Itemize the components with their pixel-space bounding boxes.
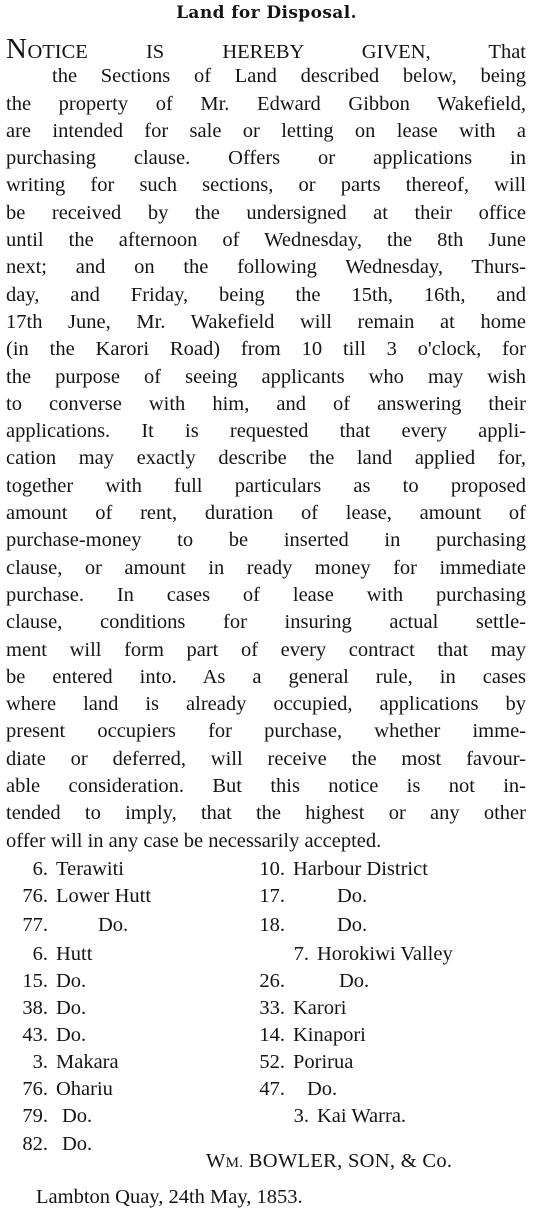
section-entry [247, 1104, 406, 1128]
section-entry [247, 913, 367, 937]
notice-line: clause, conditions for insuring actual settle- [6, 611, 526, 634]
notice-line: day, and Friday, being the 15th, 16th, and [6, 283, 526, 306]
section-entry [247, 942, 453, 966]
section-entry [247, 857, 428, 881]
section-name: Hutt [56, 943, 93, 965]
section-number: 10. [259, 858, 285, 880]
section-number: 43. [22, 1024, 48, 1046]
notice-line: purchase. In cases of lease with purchasing [6, 583, 526, 606]
notice-line: cation may exactly describe the land applied for, [6, 447, 526, 470]
section-number: 76. [22, 1078, 48, 1100]
signature [206, 1150, 452, 1173]
section-name: Do. [56, 1024, 87, 1046]
notice-line: be entered into. As a general rule, in cases [6, 665, 526, 688]
section-name: Karori [293, 997, 347, 1019]
signature-initial: W [206, 1150, 226, 1172]
section-name: Do. [62, 1133, 93, 1155]
section-name: Kinapori [293, 1024, 366, 1046]
section-entry [0, 1104, 92, 1128]
notice-line: be received by the undersigned at their office [6, 201, 526, 224]
notice-line: able consideration. But this notice is not in- [6, 775, 526, 798]
section-entry [0, 913, 128, 937]
section-number: 33. [259, 997, 285, 1019]
section-name: Terawiti [56, 858, 125, 880]
section-entry [247, 884, 367, 908]
section-entry [0, 1023, 86, 1047]
signature-rest: BOWLER, SON, & Co. [243, 1150, 453, 1172]
section-name: Lower Hutt [56, 885, 152, 907]
section-name: Do. [62, 1105, 93, 1127]
notice-line: 17th June, Mr. Wakefield will remain at home [6, 310, 526, 333]
section-entry [0, 1077, 113, 1101]
notice-line: tended to imply, that the highest or any other [6, 802, 526, 825]
section-name: Do. [98, 914, 129, 936]
notice-line: next; and on the following Wednesday, Thurs- [6, 256, 526, 279]
section-name: Ohariu [56, 1078, 113, 1100]
notice-line: purchasing clause. Offers or applications in [6, 147, 526, 170]
notice-line: present occupiers for purchase, whether imme- [6, 720, 526, 743]
notice-line: clause, or amount in ready money for immediate [6, 556, 526, 579]
section-entry [0, 942, 92, 966]
section-number: 82. [22, 1133, 48, 1155]
notice-body [6, 33, 526, 855]
section-number: 76. [22, 885, 48, 907]
notice-line: until the afternoon of Wednesday, the 8th June [6, 229, 526, 252]
notice-line: offer will in any case be necessarily accepted. [6, 829, 382, 852]
section-entry [0, 1132, 92, 1156]
notice-line: writing for such sections, or parts thereof, will [6, 174, 526, 197]
notice-line: the Sections of Land described below, being [52, 65, 526, 88]
notice-line: amount of rent, duration of lease, amount of [6, 502, 526, 525]
notice-line: the purpose of seeing applicants who may wish [6, 365, 526, 388]
notice-line: ment will form part of every contract that may [6, 638, 526, 661]
section-number: 6. [32, 858, 48, 880]
notice-line: to converse with him, and of answering their [6, 392, 526, 415]
section-entry [247, 1077, 337, 1101]
section-number: 3. [293, 1105, 309, 1127]
signature-small-caps: M. [225, 1155, 244, 1171]
notice-line: are intended for sale or letting on lease with a [6, 119, 526, 142]
section-name: Do. [56, 970, 87, 992]
section-number: 15. [22, 970, 48, 992]
notice-heading: Land for Disposal. [176, 3, 357, 23]
section-name: Do. [56, 997, 87, 1019]
section-number: 14. [259, 1024, 285, 1046]
notice-line: diate or deferred, will receive the most favour- [6, 747, 526, 770]
section-number: 18. [259, 914, 285, 936]
section-name: Horokiwi Valley [317, 943, 453, 965]
section-number: 6. [32, 943, 48, 965]
section-entry [0, 996, 86, 1020]
section-name: Kai Warra. [317, 1105, 407, 1127]
notice-line: together with full particulars as to proposed [6, 474, 526, 497]
section-number: 47. [259, 1078, 285, 1100]
notice-line: applications. It is requested that every appli- [6, 420, 526, 443]
notice-line: the property of Mr. Edward Gibbon Wakefield, [6, 92, 526, 115]
notice-line-text: OTICE IS HEREBY GIVEN, That [27, 41, 526, 63]
section-entry [247, 969, 369, 993]
section-name: Do. [339, 970, 370, 992]
section-name: Do. [307, 1078, 338, 1100]
section-name: Do. [337, 885, 368, 907]
notice-line [6, 33, 526, 65]
section-number: 38. [22, 997, 48, 1019]
section-number: 52. [259, 1051, 285, 1073]
section-entry [0, 969, 86, 993]
notice-line: where land is already occupied, applications by [6, 693, 526, 716]
notice-line: purchase-money to be inserted in purchasing [6, 529, 526, 552]
section-name: Porirua [293, 1051, 354, 1073]
section-entry [0, 857, 124, 881]
section-entry [247, 1050, 353, 1074]
dateline: Lambton Quay, 24th May, 1853. [36, 1186, 303, 1208]
section-entry [247, 1023, 366, 1047]
section-entry [247, 996, 347, 1020]
section-entry [0, 1050, 119, 1074]
notice-line: (in the Karori Road) from 10 till 3 o'clock, for [6, 338, 526, 361]
section-number: 79. [22, 1105, 48, 1127]
section-entry [0, 884, 151, 908]
section-name: Do. [337, 914, 368, 936]
section-number: 26. [259, 970, 285, 992]
section-name: Harbour District [293, 858, 428, 880]
section-number: 77. [22, 914, 48, 936]
section-name: Makara [56, 1051, 119, 1073]
drop-cap: N [6, 33, 28, 65]
section-number: 17. [259, 885, 285, 907]
section-number: 3. [32, 1051, 48, 1073]
section-number: 7. [293, 943, 309, 965]
